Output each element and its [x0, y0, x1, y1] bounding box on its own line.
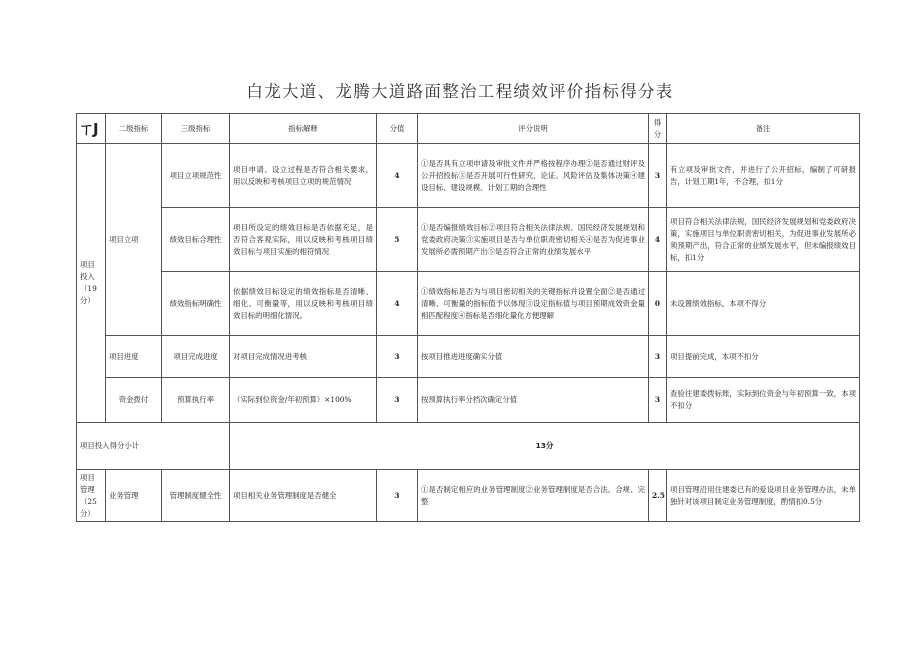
subtotal-label: 项目投入得分小计	[77, 423, 230, 470]
table-row	[77, 336, 860, 378]
header-score: 得分	[649, 114, 667, 144]
level3-cell: 绩效指标明确性	[162, 272, 230, 336]
remark-cell: 未设置绩效指标，本项不得分	[667, 272, 860, 336]
level3-cell: 项目完成进度	[162, 336, 230, 378]
score-cell: 3	[649, 336, 667, 378]
level2-cell: 资金拨付	[106, 378, 162, 423]
explanation-cell: 对项目完成情况进考核	[230, 336, 377, 378]
table-row	[77, 144, 860, 208]
score-cell: 2.5	[649, 470, 667, 522]
header-explanation: 指标解释	[230, 114, 377, 144]
value-cell: 3	[377, 470, 418, 522]
subtotal-value: 13分	[230, 423, 860, 470]
header-level3: 三级指标	[162, 114, 230, 144]
header-score-value: 分值	[377, 114, 418, 144]
remark-cell: 项目提前完成，本项不扣分	[667, 336, 860, 378]
level2-cell: 业务管理	[106, 470, 162, 522]
level2-cell: 项目立项	[106, 144, 162, 336]
value-cell: 3	[377, 378, 418, 423]
table-row	[77, 272, 860, 336]
remark-cell: 查验往建委拨标账，实际到位资金与年初预算一致，本项不扣分	[667, 378, 860, 423]
header-level2: 二级指标	[106, 114, 162, 144]
remark-cell: 有立项及审批文件，并进行了公开招标，编制了可研报告，计划工期1年，不合理，扣1分	[667, 144, 860, 208]
scoring-cell: ①是否编报绩效目标②项目符合相关法律法规、国民经济发展规划和党委政府决策③实施项目是否与单位职责密切相关④是否为促进事业发展所必需预期产出⑤是否符合正常的业绩发展水平	[418, 208, 649, 272]
explanation-cell: 依据绩效目标设定的绩效指标是否清晰、细化、可衡量等，用以反映和考核项目绩效目标的明细化情况。	[230, 272, 377, 336]
level3-cell: 绩效目标合理性	[162, 208, 230, 272]
explanation-cell: （实际到位资金/年初预算）×100%	[230, 378, 377, 423]
score-cell: 3	[649, 144, 667, 208]
explanation-cell: 项目申请、设立过程是否符合相关要求，用以反映和考核项目立项的规范情况	[230, 144, 377, 208]
level3-cell: 管理制度健全性	[162, 470, 230, 522]
header-level1: ㄒJ	[77, 114, 106, 144]
scoring-cell: 按项目推进进度确实分值	[418, 336, 649, 378]
scoring-cell: ①是否具有立项申请及审批文件并严格按程序办理②是否通过财评及公开招投标③是否开展可行性研究、论证、风险评估及集体决策④建设目标、建设规模、计划工期的合理性	[418, 144, 649, 208]
level3-cell: 项目立项规范性	[162, 144, 230, 208]
header-remark: 备注	[667, 114, 860, 144]
header-row	[77, 114, 860, 144]
table-row	[77, 378, 860, 423]
table-row	[77, 208, 860, 272]
score-cell: 4	[649, 208, 667, 272]
page-title: 白龙大道、龙腾大道路面整治工程绩效评价指标得分表	[246, 82, 674, 101]
value-cell: 4	[377, 272, 418, 336]
score-cell: 0	[649, 272, 667, 336]
header-scoring-note: 评分说明	[418, 114, 649, 144]
scoring-cell: ①绩效指标是否为与项目密切相关的关键指标并设置全面②是否通过清晰、可衡量的指标值予以体现③设定指标值与项目预期成效资金量相匹配程度④指标是否细化量化方便理解	[418, 272, 649, 336]
explanation-cell: 项目所设定的绩效目标是否依据充足，是否符合客观实际，用以反映和考核项目绩效目标与项目实施的相符情况	[230, 208, 377, 272]
value-cell: 3	[377, 336, 418, 378]
remark-cell: 项目管理沿用住建委已有的爱设项目业务管理办法，未单独针对该项目制定业务管理制度，酌情扣0.5分	[667, 470, 860, 522]
scoring-cell: 按预算执行率分档次确定分值	[418, 378, 649, 423]
level3-cell: 预算执行率	[162, 378, 230, 423]
group-investment: 项目投入（19分）	[77, 144, 106, 423]
remark-cell: 项目符合相关法律法规，国民经济发展规划和党委政府决策，实施项目与单位职责密切相关，为促进事业发展所必须预期产出，符合正常的业绩发展水平，但未编报绩效目标，扣1分	[667, 208, 860, 272]
scoring-cell: ①是否制定相应的业务管理制度②业务管理制度是否合法、合规、完整	[418, 470, 649, 522]
group-management: 项目管理（25分）	[77, 470, 106, 522]
score-table	[76, 113, 860, 522]
value-cell: 5	[377, 208, 418, 272]
table-row	[77, 470, 860, 522]
subtotal-row	[77, 423, 860, 470]
score-cell: 3	[649, 378, 667, 423]
explanation-cell: 项目相关业务管理制度是否健全	[230, 470, 377, 522]
value-cell: 4	[377, 144, 418, 208]
level2-cell: 项目进度	[106, 336, 162, 378]
